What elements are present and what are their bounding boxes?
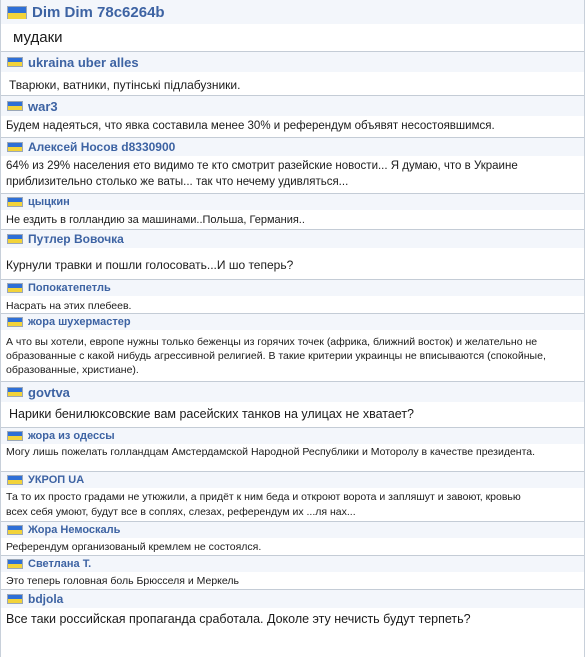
comment-header — [1, 428, 584, 444]
ukraine-flag-icon — [7, 197, 23, 207]
comment-text: А что вы хотели, европе нужны только беженцы из горячих точек (африка, ближний восток) и желательно не образованные с какой нибудь агрессивной религией. В такие критерии украинцы не вписываются (спокойные, образованные, христиане). — [6, 336, 546, 376]
comment-item — [1, 472, 584, 522]
ukraine-flag-icon — [7, 594, 23, 604]
comment-header — [1, 382, 584, 402]
comment-text: Могу лишь пожелать голландцам Амстердамской Народной Республики и Моторолу в качестве президента. — [6, 446, 536, 458]
comment-item — [1, 382, 584, 428]
comment-author[interactable]: УКРОП UA — [28, 474, 85, 486]
comment-item — [1, 194, 584, 230]
comment-author[interactable]: жора из одессы — [28, 430, 115, 442]
comment-item — [1, 522, 584, 556]
comment-header — [1, 590, 584, 608]
comment-header — [1, 0, 584, 24]
comment-item — [1, 590, 584, 631]
ukraine-flag-icon — [7, 234, 23, 244]
comment-item — [1, 556, 584, 590]
comment-author[interactable]: ukraina uber alles — [28, 54, 139, 70]
comment-item — [1, 52, 584, 96]
ukraine-flag-icon — [7, 387, 23, 397]
comment-author[interactable]: Светлана Т. — [28, 558, 92, 570]
comment-text: Та то их просто градами не утюжили, а придёт к ним беда и откроют ворота и запляшут и завоют, кровью всех себя умоют, будут все в соплях, слезах, референдум их ...ля нах... — [6, 491, 521, 518]
comment-text: Будем надеяться, что явка составила менее 30% и референдум объявят несостоявшимся. — [6, 120, 495, 132]
comment-item — [1, 280, 584, 314]
comment-author[interactable]: жора шухермастер — [28, 316, 131, 328]
ukraine-flag-icon — [7, 101, 23, 111]
comment-text: Все таки российская пропаганда сработала. Доколе эту нечисть будут терпеть? — [6, 612, 471, 626]
comment-author[interactable]: war3 — [28, 98, 58, 114]
comment-author[interactable]: Путлер Вовочка — [28, 232, 124, 246]
comment-header — [1, 556, 584, 572]
comment-author[interactable]: Алексей Носов d8330900 — [28, 140, 176, 154]
comment-item — [1, 0, 584, 52]
comment-item — [1, 428, 584, 472]
ukraine-flag-icon — [7, 142, 23, 152]
comment-header — [1, 194, 584, 210]
comment-header — [1, 52, 584, 72]
comment-author[interactable]: цыцкин — [28, 196, 70, 208]
comment-author[interactable]: govtva — [28, 384, 70, 400]
comment-text: Это теперь головная боль Брюсселя и Меркель — [6, 575, 239, 587]
ukraine-flag-icon — [7, 6, 27, 19]
comment-text: мудаки — [13, 29, 63, 46]
comment-text: Курнули травки и пошли голосовать...И шо теперь? — [6, 258, 294, 272]
comment-author[interactable]: bdjola — [28, 592, 64, 606]
ukraine-flag-icon — [7, 431, 23, 441]
comment-header — [1, 314, 584, 330]
comment-header — [1, 280, 584, 296]
comment-header — [1, 230, 584, 248]
comment-text: 64% из 29% населения ето видимо те кто смотрит разейские новости... Я думаю, что в Украине приблизительно столько же ваты... так что нечему удивляться... — [6, 160, 518, 188]
comment-author[interactable]: Попокатепетль — [28, 282, 111, 294]
comment-text: Референдум организованый кремлем не состоялся. — [6, 541, 262, 553]
comment-header — [1, 96, 584, 116]
ukraine-flag-icon — [7, 559, 23, 569]
comment-item — [1, 138, 584, 194]
ukraine-flag-icon — [7, 283, 23, 293]
comment-text: Тварюки, ватники, путінські підлабузники. — [9, 78, 241, 92]
comment-text: Насрать на этих плебеев. — [6, 300, 132, 312]
comment-text: Нарики бенилюксовские вам расейских танков на улицах не хватает? — [9, 407, 415, 421]
comment-text: Не ездить в голландию за машинами..Польша, Германия.. — [6, 214, 305, 226]
comment-author[interactable]: Жора Немоскаль — [28, 524, 121, 536]
ukraine-flag-icon — [7, 475, 23, 485]
ukraine-flag-icon — [7, 317, 23, 327]
comment-item — [1, 96, 584, 138]
ukraine-flag-icon — [7, 57, 23, 67]
ukraine-flag-icon — [7, 525, 23, 535]
comment-item — [1, 314, 584, 382]
comment-header — [1, 472, 584, 488]
comment-item — [1, 230, 584, 280]
comment-header — [1, 138, 584, 156]
comment-header — [1, 522, 584, 538]
comment-author[interactable]: Dim Dim 78c6264b — [32, 3, 165, 21]
